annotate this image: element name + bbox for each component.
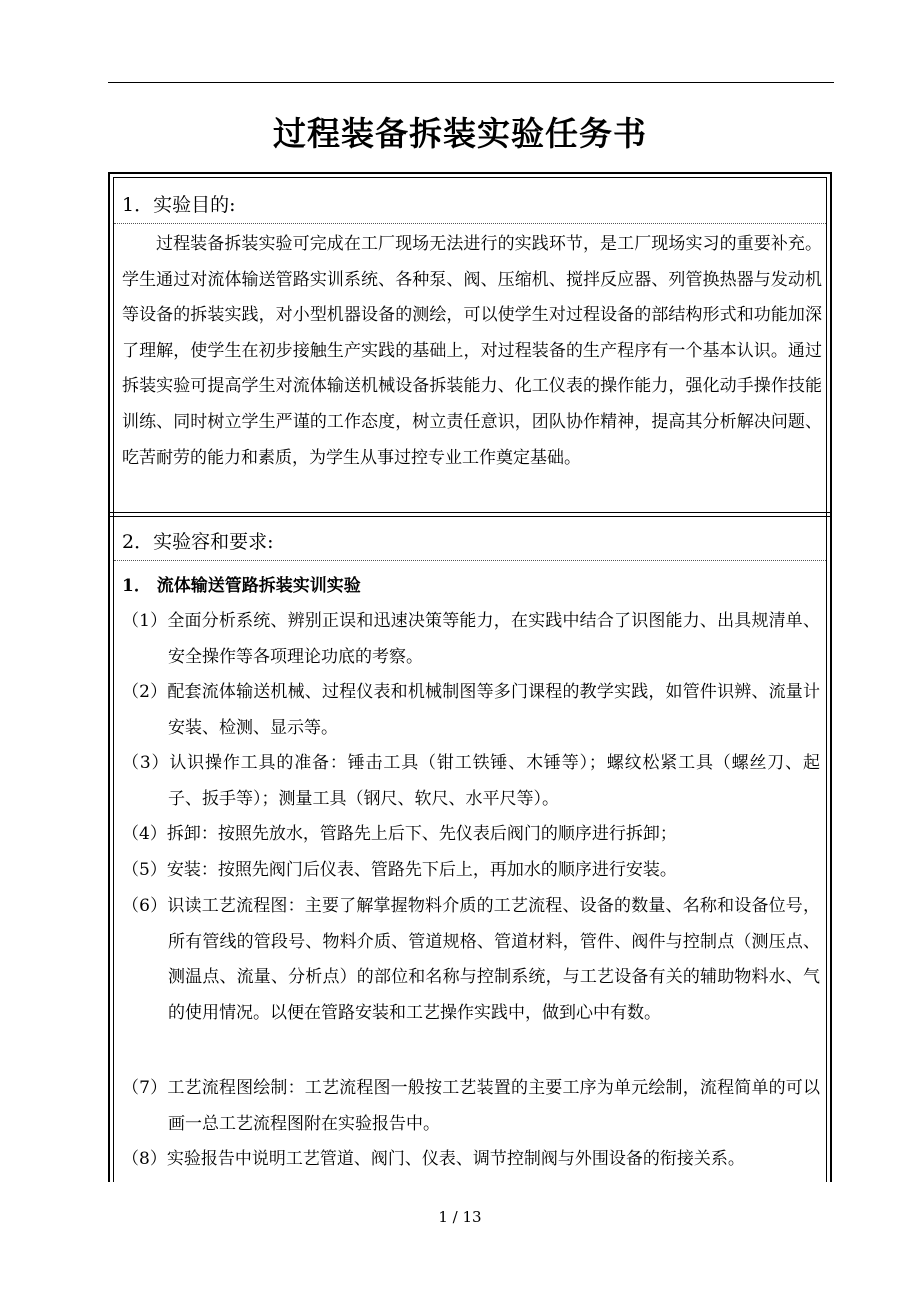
header-rule bbox=[108, 82, 834, 83]
page-number: 1 / 13 bbox=[438, 1208, 482, 1226]
list-item: （8）实验报告中说明工艺管道、阀门、仪表、调节控制阀与外围设备的衔接关系。 bbox=[122, 1149, 745, 1169]
list-item: （2）配套流体输送机械、过程仪表和机械制图等多门课程的教学实践，如管件识辨、流量计安装、检测、显示等。 bbox=[122, 682, 820, 738]
section2-dotted-rule bbox=[114, 560, 826, 561]
list-item: （5）安装：按照先阀门后仪表、管路先下后上，再加水的顺序进行安装。 bbox=[122, 860, 677, 880]
list-item: （3）认识操作工具的准备：锤击工具（钳工铁锤、木锤等）；螺纹松紧工具（螺丝刀、起子、扳手等）；测量工具（钢尺、软尺、水平尺等）。 bbox=[122, 753, 820, 809]
document-title: 过程装备拆装实验任务书 bbox=[273, 114, 647, 153]
section1-heading: 1．实验目的: bbox=[122, 194, 236, 216]
section1-paragraph: 过程装备拆装实验可完成在工厂现场无法进行的实践环节，是工厂现场实习的重要补充。学生通过对流体输送管路实训系统、各种泵、阀、压缩机、搅拌反应器、列管换热器与发动机等设备的拆装实践，对小型机器设备的测绘，可以使学生对过程设备的部结构形式和功能加深了理解，使学生在初步接触生产实践的基础上，对过程装备的生产程序有一个基本认识。通过拆装实验可提高学生对流体输送机械设备拆装能力、化工仪表的操作能力，强化动手操作技能训练、同时树立学生严谨的工作态度，树立责任意识，团队协作精神，提高其分析解决问题、吃苦耐劳的能力和素质，为学生从事过控专业工作奠定基础。 bbox=[122, 234, 822, 468]
list-item: （6）识读工艺流程图：主要了解掌握物料介质的工艺流程、设备的数量、名称和设备位号，所有管线的管段号、物料介质、管道规格、管道材料，管件、阀件与控制点（测压点、测温点、流量、分析点）的部位和名称与控制系统，与工艺设备有关的辅助物料水、气的使用情况。以便在管路安装和工艺操作实践中，做到心中有数。 bbox=[122, 896, 820, 1023]
section1-dotted-rule bbox=[114, 223, 826, 224]
section2-subtitle: 1． 流体输送管路拆装实训实验 bbox=[122, 576, 361, 596]
task-table-inner bbox=[113, 177, 827, 1182]
section-divider bbox=[110, 512, 830, 517]
list-item: （1）全面分析系统、辨别正误和迅速决策等能力，在实践中结合了识图能力、出具规清单、安全操作等各项理论功底的考察。 bbox=[122, 611, 820, 667]
task-table bbox=[108, 172, 832, 1182]
list-item: （7）工艺流程图绘制：工艺流程图一般按工艺装置的主要工序为单元绘制，流程简单的可以画一总工艺流程图附在实验报告中。 bbox=[122, 1078, 820, 1134]
section2-heading: 2．实验容和要求: bbox=[122, 531, 274, 553]
list-item: （4）拆卸：按照先放水，管路先上后下、先仪表后阀门的顺序进行拆卸； bbox=[122, 824, 677, 844]
